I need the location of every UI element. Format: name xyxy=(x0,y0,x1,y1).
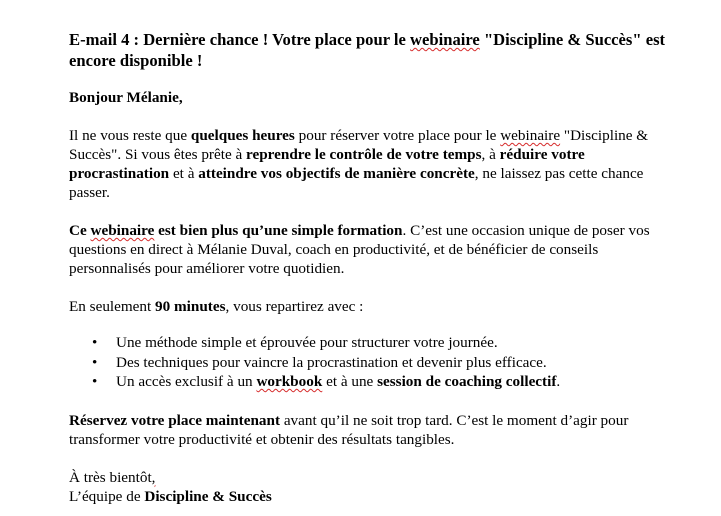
text: , à xyxy=(481,146,500,163)
spellcheck-word: webinaire xyxy=(500,127,561,144)
list-item xyxy=(116,353,669,373)
text: En seulement xyxy=(69,298,156,315)
bold-text: Réservez votre place maintenant xyxy=(69,411,281,429)
bold-text: est bien plus qu’une simple formation xyxy=(154,222,403,239)
signoff xyxy=(69,468,669,506)
greeting-text: Bonjour Mélanie, xyxy=(69,89,183,106)
bold-text: quelques heures xyxy=(190,127,295,144)
list-item-text: Des techniques pour vaincre la procrastination et devenir plus efficace. xyxy=(116,353,547,371)
text: et à une xyxy=(322,373,378,390)
bold-text: session de coaching collectif xyxy=(377,373,557,390)
text: Un accès exclusif à un xyxy=(116,373,257,390)
text: et à xyxy=(169,165,199,182)
spellcheck-word: workbook xyxy=(256,373,323,390)
list-item xyxy=(116,372,669,392)
text: avant qu’il ne soit trop tard. C’est le moment d’agir pour transformer votre productivité et obtenir des résultats tangibles. xyxy=(69,411,629,448)
text: À très bientôt xyxy=(69,468,152,486)
text: . xyxy=(556,373,561,390)
signature-line xyxy=(69,487,669,506)
bold-text: 90 minutes xyxy=(155,298,226,315)
text: L’équipe de xyxy=(69,487,145,505)
paragraph-duration xyxy=(69,297,669,316)
bold-text: reprendre le contrôle de votre temps xyxy=(246,146,482,163)
spellcheck-mark: , xyxy=(151,468,156,486)
title-text-2: "Discipline & Succès" est encore disponible ! xyxy=(69,30,666,70)
email-body xyxy=(69,29,669,506)
spellcheck-word: webinaire xyxy=(90,222,155,239)
signoff-line xyxy=(69,468,669,487)
bold-text: réduire votre procrastination xyxy=(69,146,585,182)
bold-text: Ce xyxy=(69,222,91,239)
paragraph-intro xyxy=(69,126,669,202)
text: , ne laissez pas cette chance passer. xyxy=(69,165,644,201)
list-item xyxy=(116,333,669,353)
text: pour réserver votre place pour le xyxy=(294,127,501,144)
email-title xyxy=(69,29,669,71)
benefits-list xyxy=(69,333,669,392)
text: "Discipline & Succès". Si vous êtes prête à xyxy=(69,127,649,163)
bold-text: Discipline & Succès xyxy=(144,487,272,505)
text: , vous repartirez avec : xyxy=(225,298,364,315)
text: . C’est une occasion unique de poser vos questions en direct à Mélanie Duval, coach en productivité, et de bénéficier de conseils personnalisés pour améliorer votre quotidien. xyxy=(69,222,650,277)
paragraph-call-to-action xyxy=(69,411,669,449)
bold-text: atteindre vos objectifs de manière concrète xyxy=(198,165,475,182)
paragraph-webinar xyxy=(69,221,669,278)
list-item-text: Une méthode simple et éprouvée pour structurer votre journée. xyxy=(116,334,498,351)
title-spellcheck-word: webinaire xyxy=(410,30,480,49)
title-text-1: E-mail 4 : Dernière chance ! Votre place pour le xyxy=(69,30,411,49)
text: Il ne vous reste que xyxy=(69,127,191,144)
greeting xyxy=(69,88,669,107)
